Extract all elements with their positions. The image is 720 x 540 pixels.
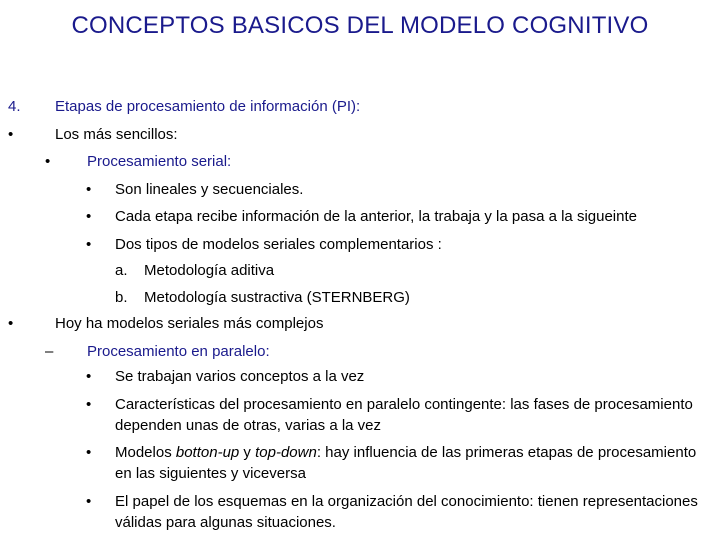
paralelo-point-3: Modelos botton-up y top-down: hay influencia de las primeras etapas de procesamiento en las siguientes y viceversa (115, 444, 697, 482)
paralelo-point-1: Se trabajan varios conceptos a la vez (115, 368, 365, 385)
paralelo-point-2: Características del procesamiento en paralelo contingente: las fases de procesamiento dependen unas de otras, varias a la vez (115, 396, 693, 434)
bullet: • (86, 236, 92, 253)
complejos-text: Hoy ha modelos seriales más complejos (55, 315, 324, 332)
bullet: • (86, 396, 92, 413)
serial-point-3: Dos tipos de modelos seriales complementarios : (115, 236, 442, 253)
sub-item-a: Metodología aditiva (144, 262, 275, 279)
bullet: • (86, 208, 92, 225)
bullet: • (8, 126, 14, 143)
bullet: • (86, 181, 92, 198)
sub-marker-a: a. (115, 262, 128, 279)
sencillos-text: Los más sencillos: (55, 126, 178, 143)
paralelo-point-4: El papel de los esquemas en la organización del conocimiento: tienen representaciones válidas para algunas situaciones. (115, 493, 698, 531)
bullet: • (86, 493, 92, 510)
bullet: • (8, 315, 14, 332)
serial-point-2: Cada etapa recibe información de la anterior, la trabaja y la pasa a la sigueinte (115, 208, 637, 225)
serial-point-1: Son lineales y secuenciales. (115, 181, 304, 198)
bullet: • (86, 368, 92, 385)
bullet: • (45, 153, 51, 170)
sub-marker-b: b. (115, 289, 128, 306)
dash: – (45, 343, 54, 360)
serial-heading: Procesamiento serial: (87, 153, 232, 170)
item-number: 4. (8, 98, 21, 115)
etapas-heading: Etapas de procesamiento de información (PI): (55, 98, 361, 115)
bullet: • (86, 444, 92, 461)
paralelo-heading: Procesamiento en paralelo: (87, 343, 270, 360)
slide-title: CONCEPTOS BASICOS DEL MODELO COGNITIVO (71, 12, 649, 39)
sub-item-b: Metodología sustractiva (STERNBERG) (144, 289, 410, 306)
